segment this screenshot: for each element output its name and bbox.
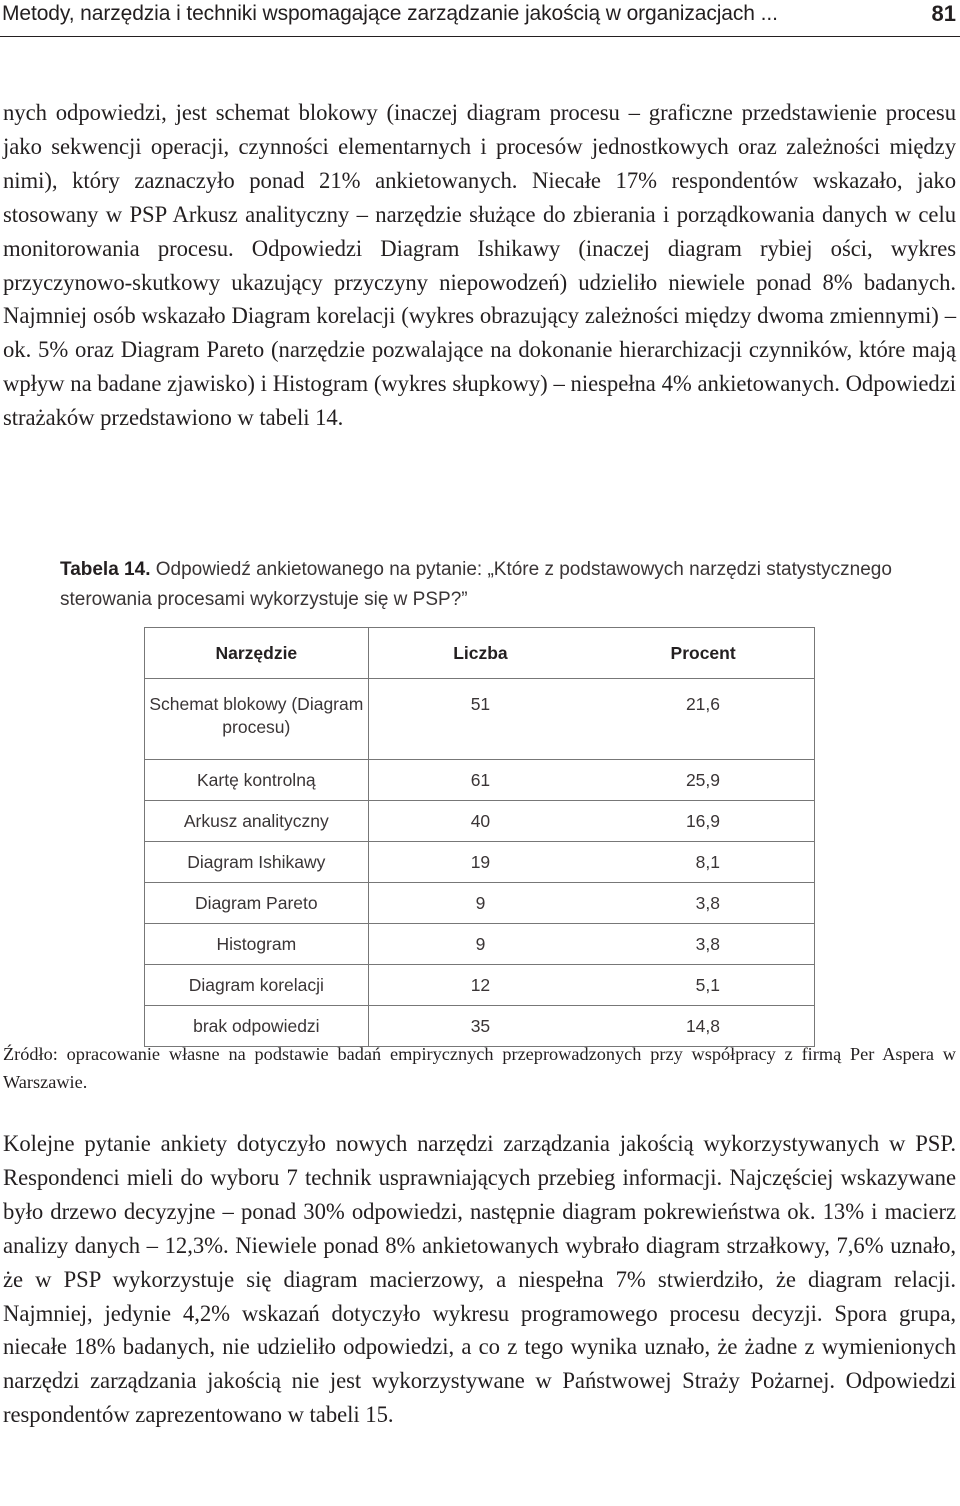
table-cell-percent: 3,8 <box>592 883 814 924</box>
table-caption <box>60 555 940 615</box>
running-title: Metody, narzędzia i techniki wspomagające zarządzanie jakością w organizacjach ... <box>2 2 778 25</box>
table-cell-percent: 5,1 <box>592 965 814 1006</box>
running-header <box>0 0 960 37</box>
table-row <box>145 842 815 883</box>
table-cell-tool: Diagram Ishikawy <box>145 842 369 883</box>
table-cell-count: 51 <box>368 679 592 760</box>
table-cell-count: 19 <box>368 842 592 883</box>
table-cell-count: 9 <box>368 924 592 965</box>
table-cell-tool: Schemat blokowy (Diagram procesu) <box>145 679 369 760</box>
table-header-row <box>145 628 815 679</box>
table-cell-tool: Diagram Pareto <box>145 883 369 924</box>
table-cell-percent: 8,1 <box>592 842 814 883</box>
column-header-tool: Narzędzie <box>145 628 369 679</box>
page-number: 81 <box>931 1 956 26</box>
table-cell-count: 35 <box>368 1006 592 1047</box>
body-paragraph-2: Kolejne pytanie ankiety dotyczyło nowych narzędzi zarządzania jakością wykorzystywanych w PSP. Respondenci mieli do wyboru 7 technik usprawniających przebieg informacji. Najczęściej wskazywane było drzewo decyzyjne – ponad 30% odpowiedzi, następnie diagram pokrewieństwa ok. 13% i macierz analizy danych – 12,3%. Niewiele ponad 8% ankietowanych wybrało diagram strzałkowy, 7,6% uznało, że w PSP wykorzystuje się diagram macierzowy, a niespełna 7% stwierdziło, że diagram relacji. Najmniej, jedynie 4,2% wskazań dotyczyło wykresu programowego procesu decyzji. Spora grupa, niecałe 18% badanych, nie udzieliło odpowiedzi, a co z tego wynika uznało, że żadne z wymienionych narzędzi zarządzania jakością nie jest wykorzystywane w Państwowej Straży Pożarnej. Odpowiedzi respondentów zaprezentowano w tabeli 15. <box>3 1131 956 1428</box>
table-cell-percent: 14,8 <box>592 1006 814 1047</box>
table-row <box>145 679 815 760</box>
table-cell-count: 40 <box>368 801 592 842</box>
table-cell-tool: Histogram <box>145 924 369 965</box>
table-cell-percent: 16,9 <box>592 801 814 842</box>
table-cell-percent: 25,9 <box>592 760 814 801</box>
column-header-count: Liczba <box>368 628 592 679</box>
table-row <box>145 801 815 842</box>
table-cell-count: 61 <box>368 760 592 801</box>
table-cell-count: 9 <box>368 883 592 924</box>
table-cell-tool: Arkusz analityczny <box>145 801 369 842</box>
body-paragraph-1: nych odpowiedzi, jest schemat blokowy (inaczej diagram procesu – graficzne przedstawienie procesu jako sekwencji operacji, czynności elementarnych i procesów jednostkowych oraz zależności między nimi), który zaznaczyło ponad 21% ankietowanych. Niecałe 17% respondentów wskazało, jako stosowany w PSP Arkusz analityczny – narzędzie służące do zbierania i porządkowania danych w celu monitorowania procesu. Odpowiedzi Diagram Ishikawy (inaczej diagram rybiej ości, wykres przyczynowo-skutkowy ukazujący przyczyny niepowodzeń) udzieliło niewiele ponad 8% badanych. Najmniej osób wskazało Diagram korelacji (wykres obrazujący zależności między dwoma zmiennymi) – ok. 5% oraz Diagram Pareto (narzędzie pozwalające na dokonanie hierarchizacji czynników, które mają wpływ na badane zjawisko) i Histogram (wykres słupkowy) – niespełna 4% ankietowanych. Odpowiedzi strażaków przedstawiono w tabeli 14. <box>3 100 956 431</box>
table-cell-percent: 3,8 <box>592 924 814 965</box>
table-cell-percent: 21,6 <box>592 679 814 760</box>
table-cell-tool: brak odpowiedzi <box>145 1006 369 1047</box>
table-cell-tool: Diagram korelacji <box>145 965 369 1006</box>
table-cell-tool: Kartę kontrolną <box>145 760 369 801</box>
data-table <box>144 627 815 1047</box>
column-header-percent: Procent <box>592 628 814 679</box>
table-row <box>145 924 815 965</box>
table-caption-label: Tabela 14. <box>60 559 151 580</box>
table-row <box>145 760 815 801</box>
table-row <box>145 965 815 1006</box>
table-caption-text: Odpowiedź ankietowanego na pytanie: „Które z podstawowych narzędzi statystycznego sterowania procesami wykorzystuje się w PSP?” <box>60 559 892 610</box>
source-note: Źródło: opracowanie własne na podstawie badań empirycznych przeprowadzonych przy współpracy z firmą Per Aspera w Warszawie. <box>3 1044 956 1092</box>
table-row <box>145 883 815 924</box>
table-cell-count: 12 <box>368 965 592 1006</box>
